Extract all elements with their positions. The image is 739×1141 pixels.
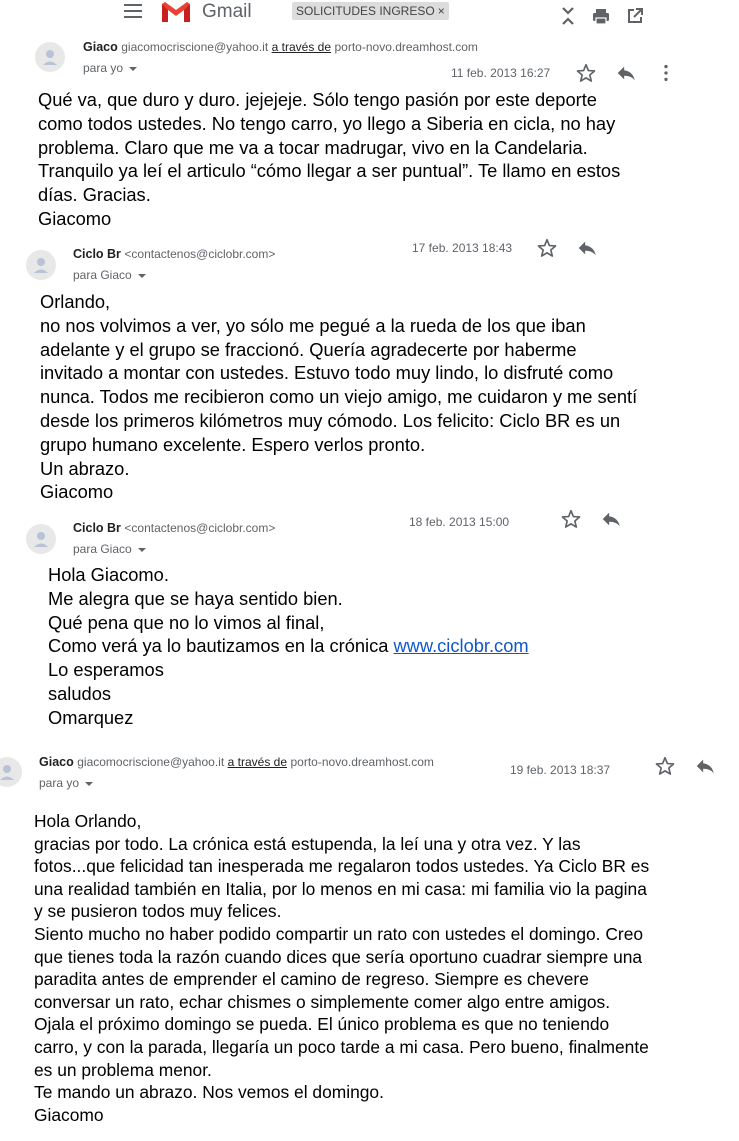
sender-line bbox=[73, 247, 275, 261]
message-date: 18 feb. 2013 15:00 bbox=[409, 515, 510, 529]
sender-avatar[interactable] bbox=[0, 757, 22, 787]
reply-icon[interactable] bbox=[576, 237, 598, 259]
sender-name[interactable]: Giaco bbox=[39, 755, 74, 769]
website-link[interactable]: www.ciclobr.com bbox=[393, 635, 529, 657]
top-bar bbox=[0, 0, 739, 28]
sender-name[interactable]: Giaco bbox=[83, 40, 118, 54]
label-chip[interactable] bbox=[292, 2, 449, 20]
star-icon[interactable] bbox=[560, 508, 582, 530]
open-in-new-window-icon[interactable] bbox=[625, 6, 645, 26]
message-body: Qué va, que duro y duro. jejejeje. Sólo tengo pasión por este deporte como todos ustedes. No tengo carro, yo llego a Siberia en cicla, no hay problema. Claro que me va a tocar madrugar, vivo en la Candelaria. Tranquilo ya leí el articulo “cómo llegar a ser puntual”. Te llamo en estos días. Gracias. Giacomo bbox=[38, 89, 621, 229]
sender-email: <contactenos@ciclobr.com> bbox=[124, 247, 276, 261]
more-options-icon[interactable] bbox=[655, 62, 677, 84]
reply-icon[interactable] bbox=[600, 508, 622, 530]
star-icon[interactable] bbox=[654, 755, 676, 777]
sender-avatar[interactable] bbox=[35, 42, 65, 72]
recipient-text: para yo bbox=[83, 61, 124, 75]
recipient-text: para yo bbox=[39, 776, 80, 790]
sender-email: <contactenos@ciclobr.com> bbox=[124, 521, 276, 535]
sender-name[interactable]: Ciclo Br bbox=[73, 247, 121, 261]
label-chip-text: SOLICITUDES INGRESO bbox=[296, 4, 435, 18]
sender-name[interactable]: Ciclo Br bbox=[73, 521, 121, 535]
chevron-down-icon[interactable] bbox=[138, 548, 146, 552]
reply-icon[interactable] bbox=[694, 755, 716, 777]
print-icon[interactable] bbox=[591, 6, 611, 26]
sender-avatar[interactable] bbox=[26, 524, 56, 554]
message-body-text: Lo esperamos saludos Omarquez bbox=[48, 659, 164, 728]
recipient-details[interactable] bbox=[73, 268, 146, 282]
message-date: 19 feb. 2013 18:37 bbox=[510, 763, 611, 777]
sender-avatar[interactable] bbox=[26, 250, 56, 280]
reply-icon[interactable] bbox=[615, 62, 637, 84]
gmail-logo[interactable] bbox=[160, 0, 192, 29]
message-body-text: Hola Giacomo. Me alegra que se haya sentido bien. Qué pena que no lo vimos al final, Como verá ya lo bautizamos en la crónica bbox=[48, 564, 389, 657]
collapse-icon[interactable] bbox=[558, 6, 578, 26]
star-icon[interactable] bbox=[575, 62, 597, 84]
recipient-details[interactable] bbox=[83, 61, 137, 75]
recipient-text: para Giaco bbox=[73, 542, 132, 556]
recipient-text: para Giaco bbox=[73, 268, 132, 282]
message-body bbox=[48, 563, 529, 730]
chevron-down-icon[interactable] bbox=[85, 782, 93, 786]
sender-line bbox=[73, 521, 275, 535]
recipient-details[interactable] bbox=[73, 542, 146, 556]
via-link[interactable]: a través de bbox=[271, 40, 332, 54]
via-link[interactable]: a través de bbox=[227, 755, 288, 769]
via-domain: porto-novo.dreamhost.com bbox=[334, 40, 478, 54]
message-date: 17 feb. 2013 18:43 bbox=[412, 241, 513, 255]
sender-email: giacomocriscione@yahoo.it bbox=[77, 755, 225, 769]
recipient-details[interactable] bbox=[39, 776, 93, 790]
menu-icon[interactable] bbox=[124, 3, 142, 19]
message-body: Hola Orlando, gracias por todo. La crónica está estupenda, la leí una y otra vez. Y las fotos...que felicidad tan inesperada me regalaron todos ustedes. Ya Ciclo BR es una realidad también en Italia, por lo menos en mi casa: mi familia vio la pagina y se pusieron todos muy felices. Siento mucho no haber podido compartir un rato con ustedes el domingo. Creo que tienes toda la razón cuando dices que sería oportuno cuadrar siempre una paradita antes de emprender el camino de regreso. Siempre es chevere conversar un rato, echar chismes o simplemente comer algo entre amigos. Ojala el próximo domingo se pueda. El único problema es que no teniendo carro, y con la parada, llegaría un poco tarde a mi casa. Pero bueno, finalmente es un problema menor. Te mando un abrazo. Nos vemos el domingo. Giacomo bbox=[34, 811, 650, 1125]
star-icon[interactable] bbox=[536, 237, 558, 259]
sender-line bbox=[39, 755, 434, 769]
via-domain: porto-novo.dreamhost.com bbox=[290, 755, 434, 769]
chevron-down-icon[interactable] bbox=[138, 274, 146, 278]
sender-line bbox=[83, 40, 478, 54]
app-name: Gmail bbox=[202, 1, 252, 22]
chevron-down-icon[interactable] bbox=[129, 67, 137, 71]
message-date: 11 feb. 2013 16:27 bbox=[451, 66, 551, 80]
remove-label-icon[interactable]: × bbox=[437, 4, 445, 18]
sender-email: giacomocriscione@yahoo.it bbox=[121, 40, 269, 54]
message-body: Orlando, no nos volvimos a ver, yo sólo me pegué a la rueda de los que iban adelante y el grupo se fraccionó. Quería agradecerte por haberme invitado a montar con ustedes. Estuvo todo muy lindo, lo disfruté como nunca. Todos me recibieron como un viejo amigo, me cuidaron y me sentí desde los primeros kilómetros muy cómodo. Los felicito: Ciclo BR es un grupo humano excelente. Espero verlos pronto. Un abrazo. Giacomo bbox=[40, 291, 638, 503]
